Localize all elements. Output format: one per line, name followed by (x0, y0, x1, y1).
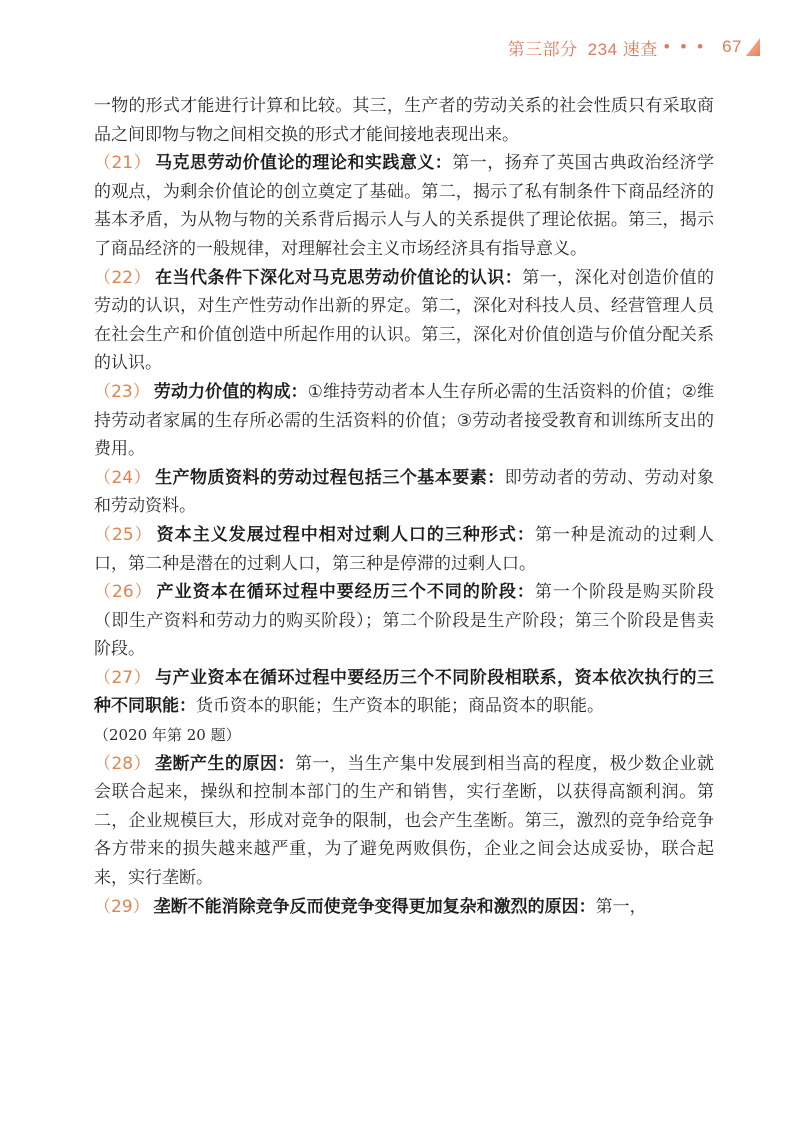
paragraph-21 (94, 149, 714, 263)
paragraph-26 (94, 578, 714, 664)
paragraph-22 (94, 264, 714, 378)
paragraph-24 (94, 464, 714, 521)
item-heading: 产业资本在循环过程中要经历三个不同的阶段： (156, 582, 535, 603)
item-heading: 垄断不能消除竞争反而使竞争变得更加复杂和激烈的原因： (153, 896, 596, 917)
header-dots: • • • (663, 37, 707, 56)
paragraph-27 (94, 664, 714, 750)
section-label: 第三部分 (507, 39, 578, 59)
item-number: （28） (94, 753, 152, 774)
item-number: （21） (94, 153, 152, 174)
paragraph-23 (94, 378, 714, 464)
item-heading: 垄断产生的原因： (155, 753, 295, 774)
paragraph-25 (94, 521, 714, 578)
item-text: 即劳动者的劳动、劳动对象和劳动资料。 (94, 467, 714, 517)
item-heading: 在当代条件下深化对马克思劳动价值论的认识： (155, 267, 523, 288)
item-number: （27） (94, 667, 152, 688)
item-text: 第一，深化对创造价值的劳动的认识，对生产性劳动作出新的界定。第二，深化对科技人员、经营管理人员在社会生产和价值创造中所起作用的认识。第三，深化对价值创造与价值分配关系的认识。 (94, 267, 714, 374)
item-number: （25） (94, 524, 153, 545)
paragraph-28 (94, 750, 714, 893)
item-number: （29） (94, 896, 150, 917)
paragraph-text: 一物的形式才能进行计算和比较。其三，生产者的劳动关系的社会性质只有采取商品之间即物与物之间相交换的形式才能间接地表现出来。 (94, 96, 714, 145)
item-text: 货币资本的职能；生产资本的职能；商品资本的职能。 (196, 696, 604, 717)
paragraph-continuation (94, 92, 714, 149)
item-text: 第一种是流动的过剩人口，第二种是潜在的过剩人口，第三种是停滞的过剩人口。 (94, 524, 715, 574)
item-heading: 与产业资本在循环过程中要经历三个不同阶段相联系，资本依次执行的三种不同职能： (94, 667, 714, 717)
item-number: （26） (94, 582, 153, 603)
item-number: （24） (94, 467, 152, 488)
page-header (0, 30, 760, 64)
item-heading: 劳动力价值的构成： (153, 381, 308, 402)
item-heading: 资本主义发展过程中相对过剩人口的三种形式： (156, 524, 535, 545)
item-text: 第一，扬弃了英国古典政治经济学的观点，为剩余价值论的创立奠定了基础。第二，揭示了私有制条件下商品经济的基本矛盾，为从物与物的关系背后揭示人与人的关系提供了理论依据。第三，揭示了商品经济的一般规律，对理解社会主义市场经济具有指导意义。 (94, 153, 715, 259)
page-content (94, 92, 714, 921)
item-text: 第一， (595, 896, 647, 917)
item-text: 第一个阶段是购买阶段（即生产资料和劳动力的购买阶段）；第二个阶段是生产阶段；第三个阶段是售卖阶段。 (94, 582, 715, 660)
paragraph-29 (94, 893, 714, 922)
item-number: （22） (94, 267, 152, 288)
item-heading: 马克思劳动价值论的理论和实践意义： (155, 153, 453, 174)
header-title: 234 速查 (587, 39, 658, 59)
item-text: 第一，当生产集中发展到相当高的程度，极少数企业就会联合起来，操纵和控制本部门的生产和销售，实行垄断，以获得高额利润。第二，企业规模巨大，形成对竞争的限制，也会产生垄断。第三，激烈的竞争给竞争各方带来的损失越来越严重，为了避免两败俱伤，企业之间会达成妥协，联合起来，实行垄断。 (94, 753, 715, 889)
item-heading: 生产物质资料的劳动过程包括三个基本要素： (155, 467, 505, 488)
item-number: （23） (94, 381, 150, 402)
page-corner-decoration (746, 38, 760, 56)
page-number: 67 (722, 37, 742, 56)
item-text: ①维持劳动者本人生存所必需的生活资料的价值；②维持劳动者家属的生存所必需的生活资料的价值；③劳动者接受教育和训练所支出的费用。 (94, 381, 715, 460)
exam-source-note: （2020 年第 20 题） (94, 726, 241, 745)
